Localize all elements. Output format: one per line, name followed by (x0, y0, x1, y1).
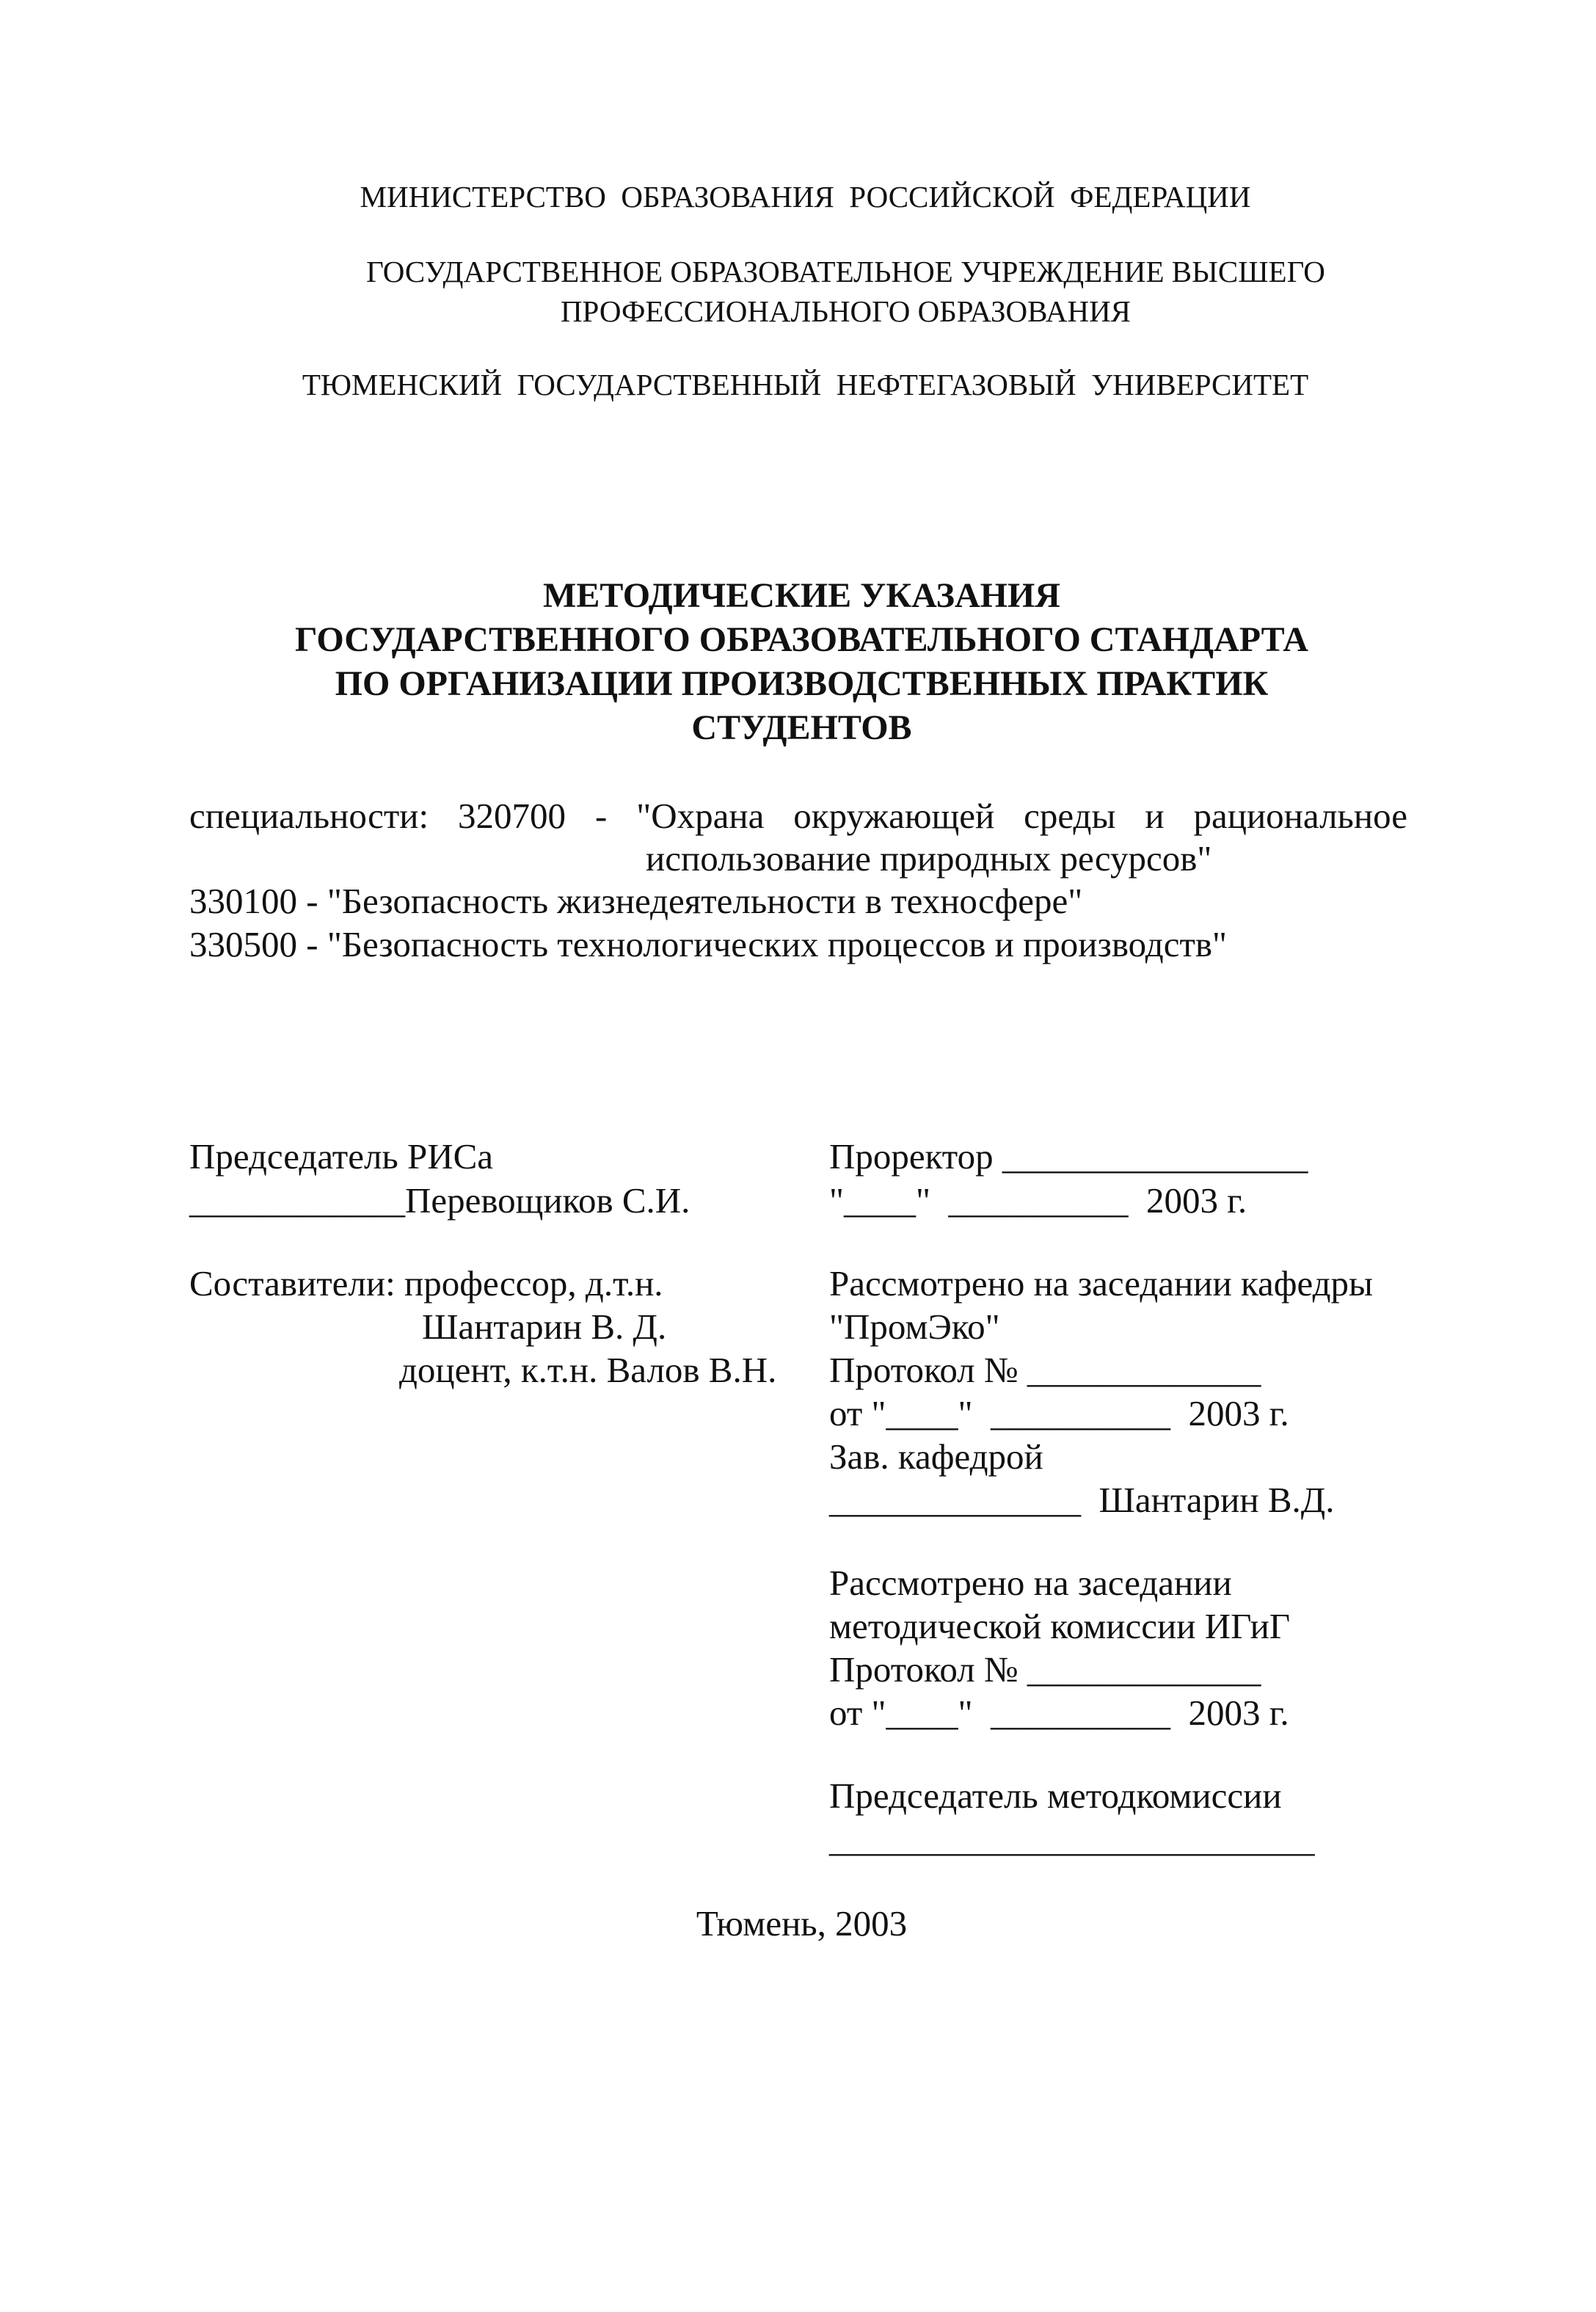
dept-protocol: Протокол № _____________ (829, 1350, 1261, 1390)
commission-chair-label: Председатель методкомиссии (829, 1775, 1282, 1816)
author-2: доцент, к.т.н. Валов В.Н. (399, 1350, 777, 1390)
authors-label: Составители: профессор, д.т.н. (189, 1263, 663, 1304)
specialty-line2: использование природных ресурсов" (646, 838, 1212, 879)
specialty-line3: 330100 - "Безопасность жизнедеятельности в техносфере" (189, 881, 1083, 921)
ris-chair-signature: ____________Перевощиков С.И. (189, 1180, 690, 1221)
document-title-line4: СТУДЕНТОВ (691, 708, 912, 747)
author-1: Шантарин В. Д. (422, 1306, 667, 1347)
document-title-line3: ПО ОРГАНИЗАЦИИ ПРОИЗВОДСТВЕННЫХ ПРАКТИК (335, 664, 1269, 703)
prorector-date: "____" __________ 2003 г. (829, 1180, 1247, 1221)
commission-name: методической комиссии ИГиГ (829, 1606, 1291, 1646)
specialty-word: и (1145, 796, 1165, 836)
institution-type-line2: ПРОФЕССИОНАЛЬНОГО ОБРАЗОВАНИЯ (560, 294, 1132, 328)
commission-date: от "____" __________ 2003 г. (829, 1693, 1289, 1733)
specialty-word: - (594, 796, 608, 836)
specialty-word: специальности: (189, 796, 429, 836)
dept-head-signature: ______________ Шантарин В.Д. (829, 1480, 1335, 1520)
prorector-signature: Проректор _________________ (829, 1136, 1308, 1177)
dept-name: "ПромЭко" (829, 1306, 1000, 1347)
specialty-word: окружающей (793, 796, 995, 836)
commission-protocol: Протокол № _____________ (829, 1649, 1261, 1690)
university-name: ТЮМЕНСКИЙ ГОСУДАРСТВЕННЫЙ НЕФТЕГАЗОВЫЙ УНИВЕРСИТЕТ (302, 368, 1309, 401)
specialty-word: 320700 (458, 796, 566, 836)
dept-head-label: Зав. кафедрой (829, 1436, 1043, 1477)
specialty-line1 (189, 798, 1407, 834)
commission-review-label: Рассмотрено на заседании (829, 1563, 1232, 1603)
ministry-heading: МИНИСТЕРСТВО ОБРАЗОВАНИЯ РОССИЙСКОЙ ФЕДЕРАЦИИ (360, 180, 1251, 214)
commission-chair-signature: ___________________________ (829, 1819, 1315, 1859)
specialty-word: "Охрана (636, 796, 765, 836)
institution-type-line1: ГОСУДАРСТВЕННОЕ ОБРАЗОВАТЕЛЬНОЕ УЧРЕЖДЕНИЕ ВЫСШЕГО (366, 255, 1325, 288)
specialty-line4: 330500 - "Безопасность технологических процессов и производств" (189, 924, 1227, 964)
document-title-line2: ГОСУДАРСТВЕННОГО ОБРАЗОВАТЕЛЬНОГО СТАНДАРТА (295, 620, 1308, 659)
dept-review-label: Рассмотрено на заседании кафедры (829, 1263, 1373, 1304)
specialty-word: среды (1024, 796, 1116, 836)
dept-date: от "____" __________ 2003 г. (829, 1393, 1289, 1433)
document-title-line1: МЕТОДИЧЕСКИЕ УКАЗАНИЯ (543, 576, 1060, 615)
ris-chair-title: Председатель РИСа (189, 1136, 494, 1177)
specialty-word: рациональное (1193, 796, 1407, 836)
place-and-year: Тюмень, 2003 (696, 1903, 908, 1944)
